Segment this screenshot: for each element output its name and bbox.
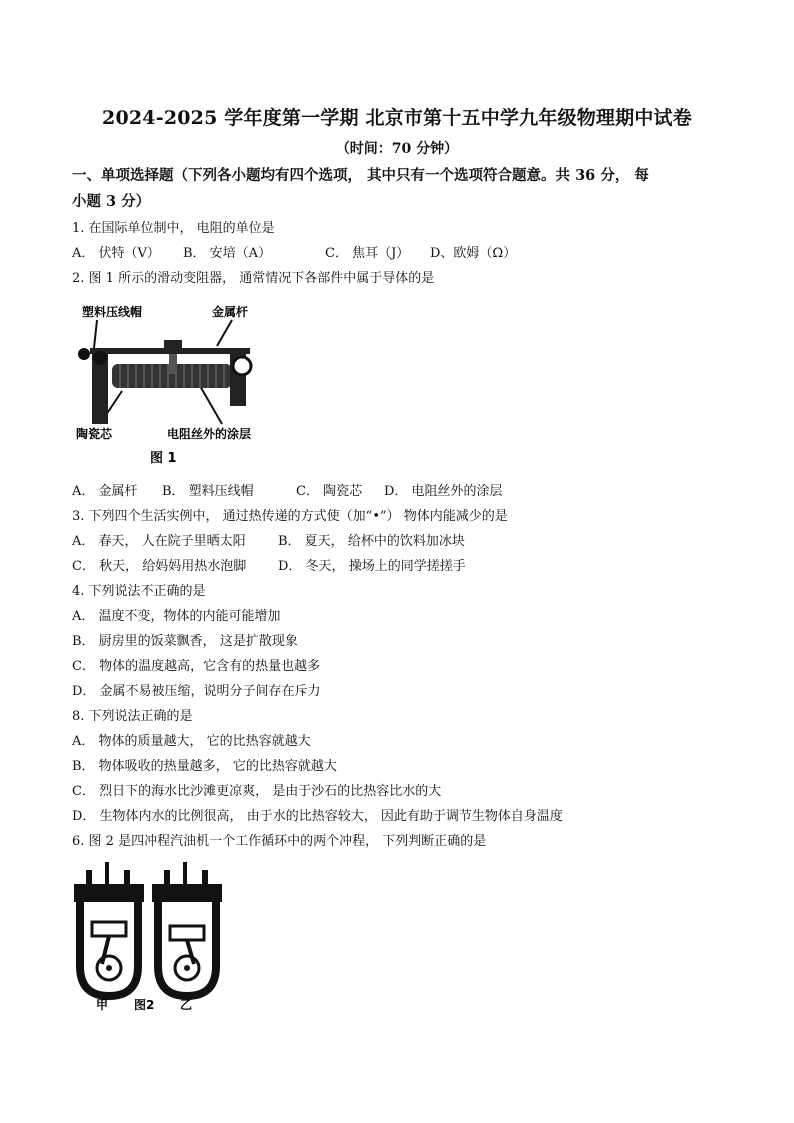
q2-option-a: A． 金属杆 xyxy=(72,484,138,499)
figure-2-engine-strokes xyxy=(72,856,230,1012)
question-2-stem: 2. 图 1 所示的滑动变阻器， 通常情况下各部件中属于导体的是 xyxy=(72,271,435,286)
q3-option-c: C． 秋天， 给妈妈用热水泡脚 xyxy=(72,559,247,574)
fig2-label-yi: 乙 xyxy=(180,998,193,1012)
fig1-label-metal-rod: 金属杆 xyxy=(212,305,249,319)
exam-time-note: （时间：70 分钟） xyxy=(335,141,459,157)
q3-option-a: A． 春天， 人在院子里晒太阳 xyxy=(72,534,246,549)
section-heading-cont: 小题 3 分） xyxy=(72,193,151,210)
exam-title: 2024-2025 学年度第一学期 北京市第十五中学九年级物理期中试卷 xyxy=(102,107,692,129)
fig2-label-jia: 甲 xyxy=(96,998,109,1012)
q3-option-b: B． 夏天， 给杯中的饮料加冰块 xyxy=(278,534,465,549)
q8-option-a: A． 物体的质量越大， 它的比热容就越大 xyxy=(72,734,311,749)
question-1-stem: 1. 在国际单位制中， 电阻的单位是 xyxy=(72,221,275,236)
q4-option-c: C． 物体的温度越高，它含有的热量也越多 xyxy=(72,659,321,674)
fig1-label-ceramic-core: 陶瓷芯 xyxy=(76,427,113,441)
q4-option-b: B． 厨房里的饭菜飘香， 这是扩散现象 xyxy=(72,634,298,649)
question-8-stem: 8. 下列说法正确的是 xyxy=(72,709,193,724)
question-4-stem: 4. 下列说法不正确的是 xyxy=(72,584,206,599)
q1-option-d: D、欧姆（Ω） xyxy=(430,246,517,261)
fig1-label-plastic-cap: 塑料压线帽 xyxy=(82,305,143,319)
question-3-stem: 3. 下列四个生活实例中， 通过热传递的方式使（加“•”） 物体内能减少的是 xyxy=(72,509,508,524)
section-heading: 一、单项选择题（下列各小题均有四个选项， 其中只有一个选项符合题意。共 36 分， 每 xyxy=(72,167,649,184)
q8-option-b: B． 物体吸收的热量越多， 它的比热容就越大 xyxy=(72,759,337,774)
q2-option-d: D． 电阻丝外的涂层 xyxy=(384,484,503,499)
q8-option-d: D． 生物体内水的比例很高， 由于水的比热容较大， 因此有助于调节生物体自身温度 xyxy=(72,809,563,824)
q1-option-a: A． 伏特（V） xyxy=(72,246,160,261)
question-6-stem: 6. 图 2 是四冲程汽油机一个工作循环中的两个冲程， 下列判断正确的是 xyxy=(72,834,487,849)
figure-1-rheostat xyxy=(72,296,277,468)
q1-option-c: C． 焦耳（J） xyxy=(325,246,410,261)
q4-option-a: A． 温度不变，物体的内能可能增加 xyxy=(72,609,281,624)
q2-option-c: C． 陶瓷芯 xyxy=(296,484,363,499)
fig2-caption: 图2 xyxy=(134,998,155,1012)
fig1-label-coating: 电阻丝外的涂层 xyxy=(167,427,252,441)
q1-option-b: B． 安培（A） xyxy=(183,246,272,261)
q2-option-b: B． 塑料压线帽 xyxy=(162,484,254,499)
fig1-caption: 图 1 xyxy=(150,451,177,466)
q8-option-c: C． 烈日下的海水比沙滩更凉爽， 是由于沙石的比热容比水的大 xyxy=(72,784,442,799)
q3-option-d: D． 冬天， 操场上的同学搓搓手 xyxy=(278,559,466,574)
q4-option-d: D． 金属不易被压缩，说明分子间存在斥力 xyxy=(72,684,321,699)
